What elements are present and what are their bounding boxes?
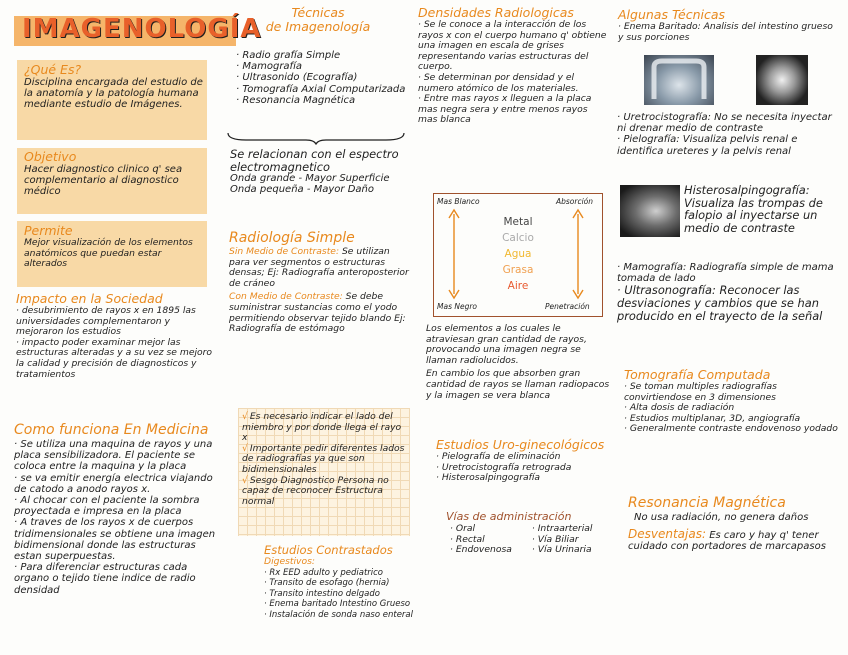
tecnicas-heading-1: Técnicas — [291, 5, 345, 20]
enema-text: · Enema Baritado: Analisis del intestino grueso y sus porciones — [618, 22, 840, 43]
onda-pequena: Onda pequeña - Mayor Daño — [230, 184, 374, 196]
tecnica-item: · Tomografía Axial Computarizada — [236, 84, 406, 95]
ultra-text: · Ultrasonografía: Reconocer las desviaciones y cambios que se han producido en el trayecto de la señal — [617, 284, 841, 322]
digestivos-label: Digestivos: — [264, 556, 315, 567]
tecnicas-heading-2: de Imagenología — [265, 19, 371, 34]
con-contraste: Con Medio de Contraste: Se debe suministrar sustancias como el yodo permitiendo observar tejido blando Ej: Radiografía de estómago — [229, 291, 406, 335]
como-item: · A traves de los rayos x de cuerpos tridimensionales se obtiene una imagen bidimensional donde las estructuras estan superpuestas. — [14, 517, 222, 562]
check-item: √ Sesgo Diagnostico Persona no capaz de reconocer Estructura normal — [242, 476, 406, 508]
sin-contraste: Sin Medio de Contraste: Se utilizan para ver segmentos o estructuras densas; Ej: Radiografía anteroposterior de cráneo — [229, 246, 409, 289]
uro-item: · Histerosalpingografía — [436, 473, 612, 484]
como-item: · Para diferenciar estructuras cada organo o tejido tiene indice de radio densidad — [14, 562, 222, 596]
histero-text: Histerosalpingografía: Visualiza las trompas de falopio al inyectarse un medio de contraste — [684, 183, 823, 235]
permite-heading: Permite — [24, 223, 73, 238]
via-item: · Oral — [450, 524, 512, 535]
diagram-mas-blanco: Mas Blanco — [437, 197, 480, 206]
contrastado-item: · Enema baritado Intestino Grueso — [264, 599, 424, 610]
densidad-item: · Se le conoce a la interacción de los rayos x con el cuerpo humano q' obtiene una imagen en escala de grises representando varias estructuras del cuerpo. — [418, 20, 608, 73]
diagram-penetracion: Penetración — [545, 302, 590, 311]
level-agua: Agua — [504, 248, 532, 260]
uro-heading: Estudios Uro-ginecológicos — [436, 437, 605, 452]
via-item: · Rectal — [450, 535, 512, 546]
via-item: · Vía Biliar — [532, 535, 593, 546]
mamo-text: · Mamografía: Radiografía simple de mama tomada de lado — [617, 262, 841, 284]
check-item: √ Es necesario indicar el lado del miembro y por donde llega el rayo x — [242, 412, 406, 444]
uretro-text: · Uretrocistografía: No se necesita inyectar ni drenar medio de contraste — [617, 112, 841, 134]
level-aire: Aire — [507, 280, 529, 292]
densidad-item: · Se determinan por densidad y el numero atómico de los materiales. — [418, 73, 608, 94]
objetivo-heading: Objetivo — [24, 149, 77, 164]
impacto-heading: Impacto en la Sociedad — [16, 291, 163, 306]
via-item: · Vía Urinaria — [532, 545, 593, 556]
desventajas-text: Desventajas: Es caro y hay q' tener cuidado con portadores de marcapasos — [628, 527, 826, 553]
contrastado-item: · Instalación de sonda naso enteral — [264, 610, 424, 621]
level-calcio: Calcio — [502, 232, 534, 244]
contrastados-heading: Estudios Contrastados — [264, 543, 393, 557]
diagram-mas-negro: Mas Negro — [437, 302, 478, 311]
como-item: · se va emitir energía electrica viajando de catodo a anodo rayos x. — [14, 473, 222, 495]
page-title: IMAGENOLOGÍA — [22, 14, 262, 44]
via-item: · Endovenosa — [450, 545, 512, 556]
vias-heading: Vías de administración — [446, 510, 572, 523]
impacto-item: · desubrimiento de rayos x en 1895 las universidades complementaron y mejoraron los estudios — [16, 306, 218, 338]
radiolucidos-text: Los elementos a los cuales le atraviesan gran cantidad de rayos, provocando una imagen negra se llaman radiolucidos. — [426, 323, 587, 366]
que-es-text: Disciplina encargada del estudio de la anatomía y la patología humana mediante estudio de Imágenes. — [24, 77, 203, 111]
que-es-heading: ¿Qué Es? — [24, 62, 82, 77]
tomografia-item: · Estudios multiplanar, 3D, angiografía — [624, 414, 840, 425]
impacto-item: · impacto poder examinar mejor las estructuras alteradas y a su vez se mejoro la calidad y precisión de diagnosticos y tratamientos — [16, 338, 218, 380]
uro-item: · Pielografía de eliminación — [436, 452, 612, 463]
contrastado-item: · Rx EED adulto y pediatrico — [264, 568, 424, 579]
como-item: · Al chocar con el paciente la sombra proyectada e impresa en la placa — [14, 495, 222, 517]
tomografia-item: · Alta dosis de radiación — [624, 403, 840, 414]
contrastado-item: · Transito intestino delgado — [264, 589, 424, 600]
pelvis-xray-image — [756, 55, 808, 105]
arrow-vertical-right-icon — [572, 208, 584, 300]
como-heading: Como funciona En Medicina — [14, 422, 209, 438]
diagram-absorcion: Absorción — [556, 197, 594, 206]
histero-xray-image — [620, 185, 680, 237]
brace-icon — [226, 131, 406, 145]
tomografia-item: · Se toman multiples radiografías convirtiendose en 3 dimensiones — [624, 382, 840, 403]
densidades-heading: Densidades Radiologicas — [418, 5, 574, 20]
tecnica-item: · Radio grafía Simple — [236, 50, 406, 61]
level-grasa: Grasa — [502, 264, 534, 276]
permite-text: Mejor visualización de los elementos anatómicos que puedan estar alterados — [24, 237, 193, 270]
check-item: √ Importante pedir diferentes lados de radiografías ya que son bidimensionales — [242, 444, 406, 476]
relacion-text: Se relacionan con el espectro electromagnetico — [230, 147, 399, 174]
pielo-text: · Pielografía: Visualiza pelvis renal e identifica ureteres y la pelvis renal — [617, 134, 841, 156]
tomografia-item: · Generalmente contraste endovenoso yodado — [624, 424, 840, 435]
radiopacos-text: En cambio los que absorben gran cantidad de rayos se llaman radiopacos y la imagen se vera blanca — [426, 368, 610, 401]
colon-outline-icon — [644, 55, 714, 105]
resonancia-text: No usa radiación, no genera daños — [634, 512, 809, 523]
objetivo-text: Hacer diagnostico clinico q' sea complementario al diagnostico médico — [24, 164, 183, 198]
via-item: · Intraarterial — [532, 524, 593, 535]
tecnica-item: · Mamografía — [236, 61, 406, 72]
contrastado-item: · Transito de esofago (hernia) — [264, 578, 424, 589]
arrow-vertical-left-icon — [448, 208, 460, 300]
tecnica-item: · Resonancia Magnética — [236, 95, 406, 106]
algunas-heading: Algunas Técnicas — [618, 7, 726, 22]
como-item: · Se utiliza una maquina de rayos y una placa sensibilizadora. El paciente se coloca entre la maquina y la placa — [14, 439, 222, 473]
densidad-item: · Entre mas rayos x lleguen a la placa mas negra sera y entre menos rayos mas blanca — [418, 94, 608, 126]
tomografia-heading: Tomografía Computada — [624, 367, 771, 382]
level-metal: Metal — [503, 216, 533, 228]
radiologia-heading: Radiología Simple — [229, 230, 355, 246]
resonancia-heading: Resonancia Magnética — [628, 495, 786, 511]
onda-grande: Onda grande - Mayor Superficie — [230, 173, 390, 185]
uro-item: · Uretrocistografía retrograda — [436, 463, 612, 474]
tecnica-item: · Ultrasonido (Ecografía) — [236, 72, 406, 83]
